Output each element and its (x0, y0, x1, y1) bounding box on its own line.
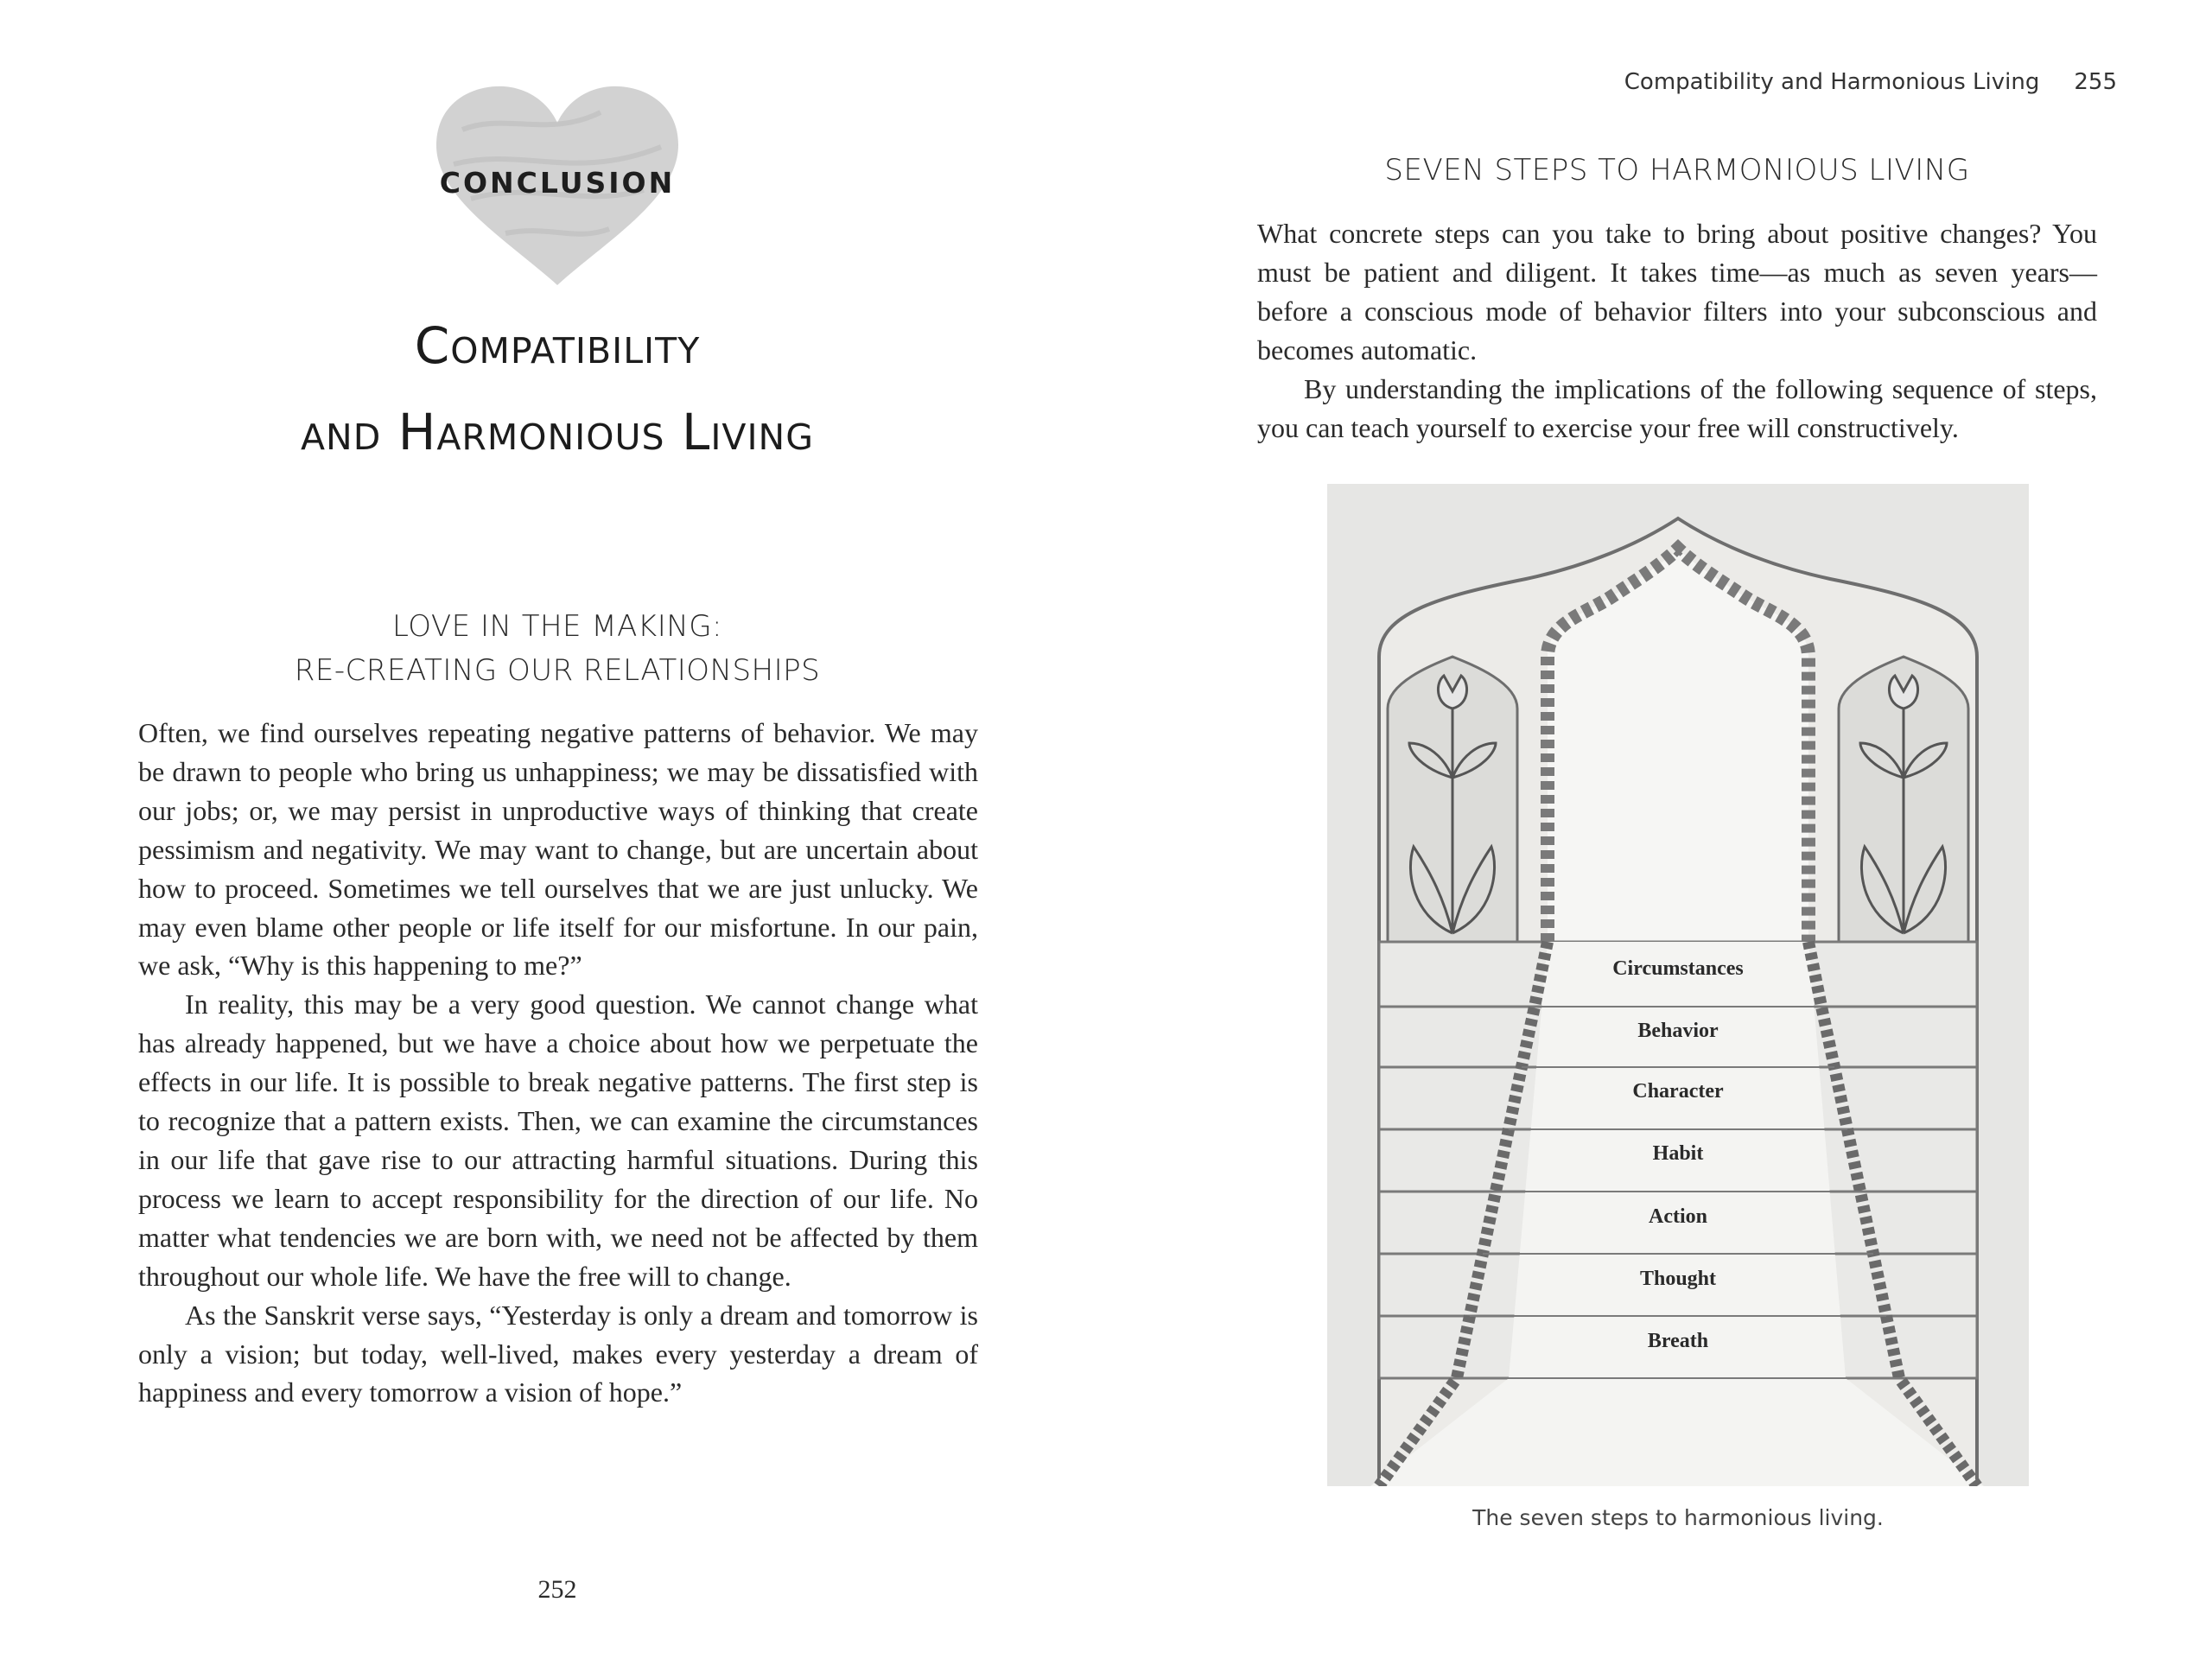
paragraph: As the Sanskrit verse says, “Yesterday is only a dream and tomorrow is only a vision; but today, well-lived, makes every yesterday a dream of happiness and every tomorrow a vision of hope.” (138, 1299, 978, 1408)
step-label: Circumstances (1612, 957, 1744, 980)
step-label: Breath (1647, 1330, 1709, 1352)
section-heading-line-1: LOVE IN THE MAKING: (392, 609, 722, 644)
paragraph: In reality, this may be a very good question. We cannot change what has already happened, but we have a choice about how we perpetuate the effects in our life. It is possible to break negative patterns. The first step is to recognize that a pattern exists. Then, we can examine the circumstances in our life that gave rise to our attracting harmful situations. During this process we learn to accept responsibility for the direction of our life. No matter what tendencies we are born with, we need not be affected by them throughout our whole life. We have the free will to change. (138, 988, 978, 1292)
body-text-left (138, 714, 978, 1412)
paragraph: What concrete steps can you take to bring about positive changes? You must be patient and diligent. It takes time—as much as seven years—before a conscious mode of behavior filters into your subconscious and becomes automatic. (1257, 218, 2097, 365)
section-heading-left (138, 605, 976, 693)
chapter-title-line-1: Compatibility (414, 316, 701, 375)
page-number-right: 255 (2074, 69, 2117, 95)
step-label: Thought (1639, 1268, 1717, 1290)
section-heading-line-2: RE-CREATING OUR RELATIONSHIPS (294, 653, 821, 688)
paragraph: Often, we find ourselves repeating negative patterns of behavior. We may be drawn to people who bring us unhappiness; we may be dissatisfied with our jobs; or, we may persist in unproductive ways of thinking that create pessimism and negativity. We may want to change, but are uncertain about how to proceed. Sometimes we tell ourselves that we are just unlucky. We may even blame other people or life itself for our misfortune. In our pain, we ask, “Why is this happening to me?” (138, 717, 978, 982)
running-head (1624, 69, 2117, 95)
figure-caption: The seven steps to harmonious living. (1472, 1505, 1884, 1530)
page-number-left: 252 (537, 1575, 577, 1604)
body-text-right (1257, 214, 2097, 447)
paragraph: By understanding the implications of the following sequence of steps, you can teach yourself to exercise your free will constructively. (1257, 372, 2097, 443)
step-label: Behavior (1637, 1020, 1719, 1042)
chapter-label: CONCLUSION (439, 166, 676, 200)
section-heading-right: SEVEN STEPS TO HARMONIOUS LIVING (1384, 153, 1970, 188)
running-head-title: Compatibility and Harmonious Living (1624, 69, 2040, 95)
step-label: Habit (1652, 1142, 1704, 1165)
chapter-title-line-2: and Harmonious Living (300, 403, 814, 461)
chapter-title (138, 302, 976, 475)
step-label: Action (1649, 1205, 1707, 1228)
step-label: Character (1632, 1080, 1724, 1103)
steps-illustration (1327, 484, 2029, 1486)
